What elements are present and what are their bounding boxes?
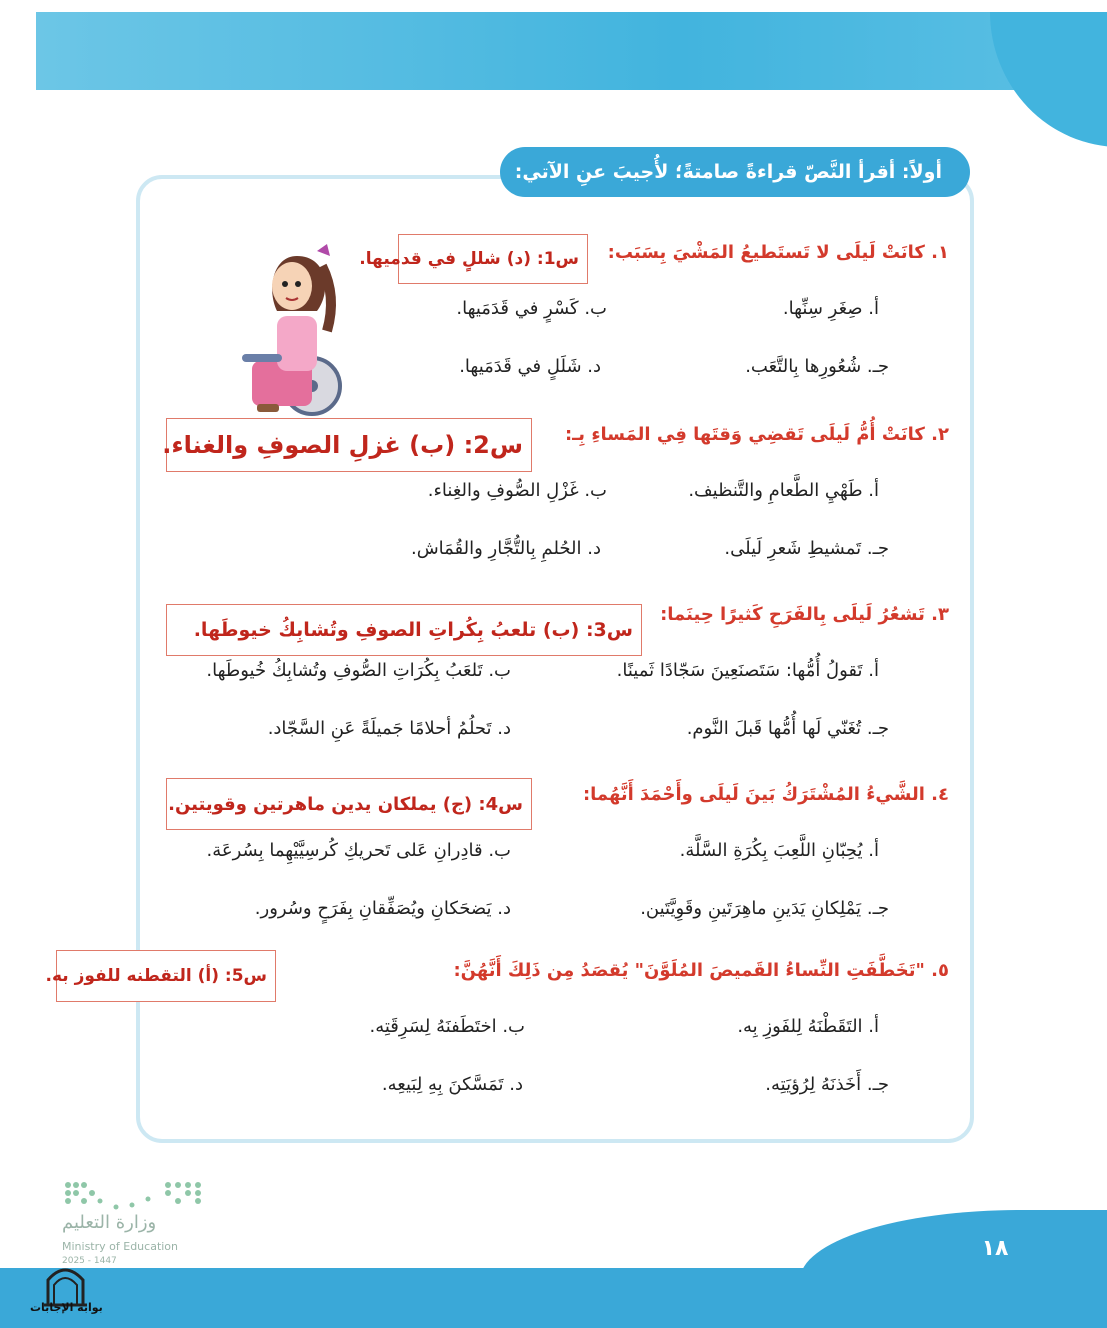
question-4-text: ٤. الشَّيءُ المُشْتَرَكُ بَينَ لَيلَى وأَحْمَدَ أَنَّهُما: [582,784,949,805]
top-band-curve [990,12,1107,147]
option-3-a: أ. تَقولُ أُمُّها: سَتَصنَعِينَ سَجّادًا ثَمينًا. [616,660,879,681]
option-3-c: جـ. تُغَنّي لَها أُمُّها قَبلَ النَّوم. [686,718,889,739]
option-5-b: ب. اختَطَفنَهُ لِسَرِقَتِه. [369,1016,525,1037]
option-2-d: د. الحُلمِ بِالتُّجَّارِ والقُمَاش. [410,538,601,559]
option-1-d: د. شَلَلٍ في قَدَمَيها. [459,356,601,377]
answer-box-2: س2: (ب) غزلِ الصوفِ والغناء. [166,418,532,472]
option-4-a: أ. يُحِبّانِ اللَّعِبَ بِكُرَةِ السَّلَّة. [679,840,879,861]
option-5-a: أ. التَقَطْنَهُ لِلفَوزِ بِه. [737,1016,879,1037]
portal-gate-icon [28,1255,103,1325]
question-5-text: ٥. "تَخَطَّفَتِ النِّساءُ القَميصَ المُلَوَّنَ" يُقصَدُ مِن ذَلِكَ أَنَّهُنَّ: [453,960,949,981]
option-3-b: ب. تَلعَبُ بِكُرَاتِ الصُّوفِ وتُشابِكُ خُيوطَها. [206,660,511,681]
ministry-name-arabic: وزارة التعليم [62,1212,157,1233]
option-2-c: جـ. تَمشيطِ شَعرِ لَيلَى. [724,538,889,559]
option-5-d: د. تَمَسَّكنَ بِهِ لِبَيعِه. [381,1074,523,1095]
question-2-text: ٢. كانَتْ أُمُّ لَيلَى تَقضِي وَقتَها فِي المَساءِ بِـ: [564,424,949,445]
page-number: ١٨ [981,1236,1009,1261]
option-5-c: جـ. أَخَذنَهُ لِرُؤيَتِه. [765,1074,889,1095]
ministry-name-english: Ministry of Education [62,1240,179,1253]
top-decorative-band [36,12,1107,90]
option-1-b: ب. كَسْرٍ في قَدَمَيها. [456,298,607,319]
section-heading: أولاً: أقرأ النَّصّ قراءةً صامتةً؛ لأُجيبَ عنِ الآتي: [500,147,970,197]
option-4-b: ب. قادِرانِ عَلى تَحريكِ كُرسِيَّيْهِما بِسُرعَة. [206,840,511,861]
answer-box-4: س4: (ج) يملكان يدين ماهرتين وقويتين. [166,778,532,830]
option-4-c: جـ. يَمْلِكانِ يَدَينِ ماهِرَتَينِ وقَوِيَّتَين. [640,898,889,919]
portal-watermark-text: بوابة الإجابات [30,1301,103,1314]
girl-wheelchair-illustration [232,236,350,418]
option-3-d: د. تَحلُمُ أحلامًا جَميلَةً عَنِ السَّجّاد. [267,718,511,739]
answer-box-1: س1: (د) شللٍ في قدميها. [398,234,588,284]
option-2-a: أ. طَهْيِ الطَّعامِ والتَّنظيف. [688,480,879,501]
answer-box-5: س5: (أ) التقطنه للفوز به. [56,950,276,1002]
ministry-year: 2025 - 1447 [62,1256,117,1266]
question-1-text: ١. كانَتْ لَيلَى لا تَستَطيعُ المَشْيَ بِسَبَب: [607,242,949,263]
option-4-d: د. يَضحَكانِ ويُصَفِّقانِ بِفَرَحٍ وسُرور. [254,898,511,919]
answer-box-3: س3: (ب) تلعبُ بِكُراتِ الصوفِ وتُشابِكُ خيوطَها. [166,604,642,656]
bottom-decorative-band [0,1268,1107,1328]
option-1-c: جـ. شُعُورِها بِالتَّعَب. [745,356,889,377]
option-2-b: ب. غَزْلِ الصُّوفِ والغِناء. [427,480,607,501]
option-1-a: أ. صِغَرِ سِنِّها. [782,298,879,319]
question-3-text: ٣. تَشعُرُ لَيلَى بِالفَرَحِ كَثيرًا حِينَما: [660,604,949,625]
